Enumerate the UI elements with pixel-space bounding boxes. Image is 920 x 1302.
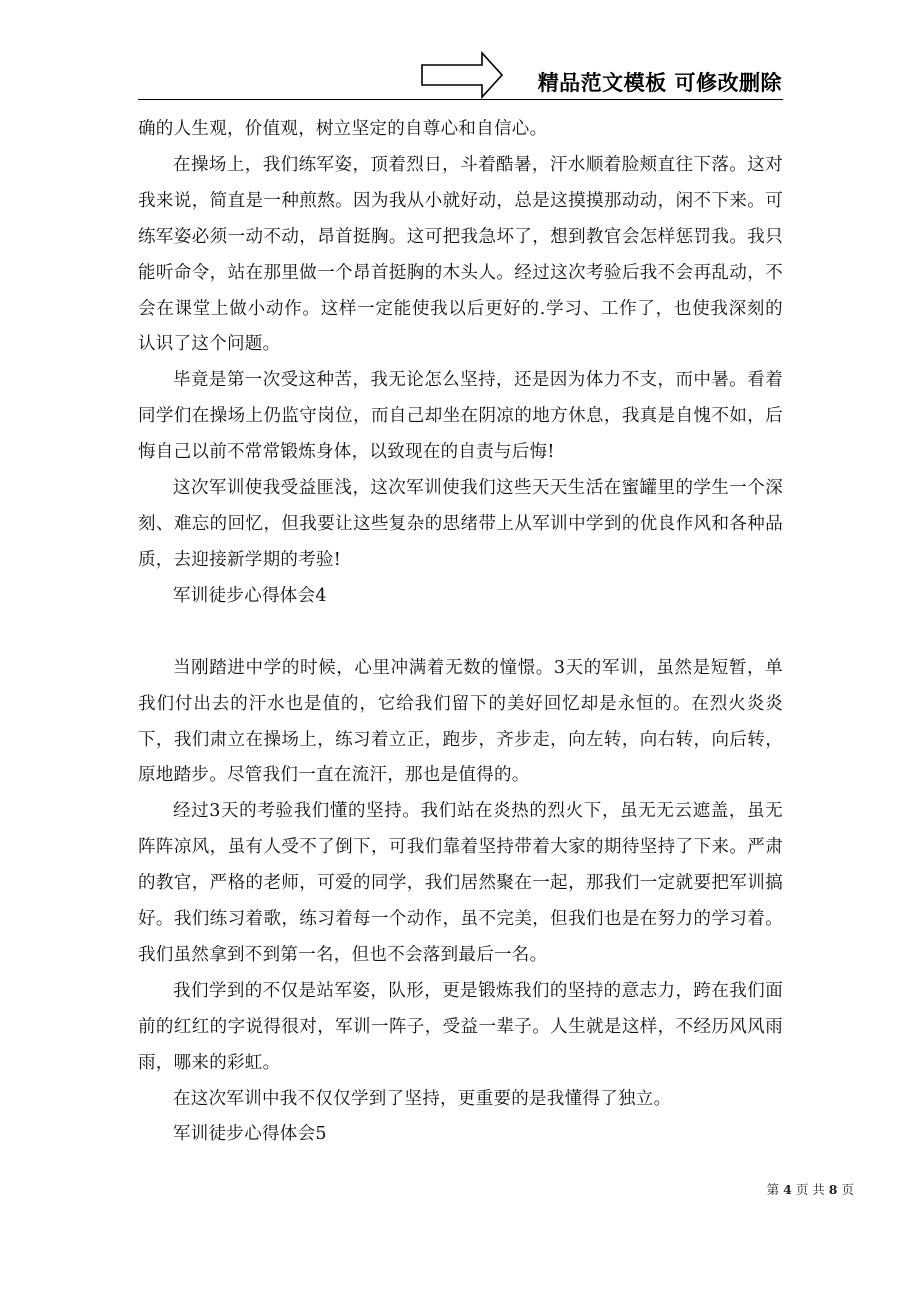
paragraph: 这次军训使我受益匪浅，这次军训使我们这些天天生活在蜜罐里的学生一个深刻、难忘的回忆，但我要让这些复杂的思绪带上从军训中学到的优良作风和各种品质，去迎接新学期的考验! [138, 478, 783, 570]
header-title: 精品范文模板 可修改删除 [537, 71, 782, 95]
paragraph: 毕竟是第一次受这种苦，我无论怎么坚持，还是因为体力不支，而中暑。看着同学们在操场上仍监守岗位，而自己却坐在阴凉的地方休息，我真是自愧不如，后悔自己以前不常常锻炼身体，以致现在的自责与后悔! [138, 370, 783, 463]
blank-line [138, 615, 783, 651]
arrow-right-icon [420, 50, 506, 100]
document-body [138, 112, 783, 1153]
paragraph: 经过3天的考验我们懂的坚持。我们站在炎热的烈火下，虽无无云遮盖，虽无阵阵凉风，虽有人受不了倒下，可我们靠着坚持带着大家的期待坚持了下来。严肃的教官，严格的老师，可爱的同学，我们居然聚在一起，那我们一定就要把军训搞好。我们练习着歌，练习着每一个动作，虽不完美，但我们也是在努力的学习着。我们虽然拿到不到第一名，但也不会落到最后一名。 [138, 801, 783, 965]
paragraph: 在这次军训中我不仅仅学到了坚持，更重要的是我懂得了独立。 [173, 1088, 672, 1109]
page-number [767, 1180, 854, 1198]
section-heading-4: 军训徒步心得体会4 [173, 585, 327, 606]
paragraph: 当刚踏进中学的时候，心里冲满着无数的憧憬。3天的军训，虽然是短暂，单我们付出去的汗水也是值的，它给我们留下的美好回忆却是永恒的。在烈火炎炎下，我们肃立在操场上，练习着立正，跑步，齐步走，向左转，向右转，向后转，原地踏步。尽管我们一直在流汗，那也是值得的。 [138, 657, 783, 786]
paragraph: 确的人生观，价值观，树立坚定的自尊心和自信心。 [138, 119, 548, 139]
paragraph: 我们学到的不仅是站军姿，队形，更是锻炼我们的坚持的意志力，跨在我们面前的红红的字说得很对，军训一阵子，受益一辈子。人生就是这样，不经历风风雨雨，哪来的彩虹。 [138, 980, 783, 1073]
page-prefix: 第 [766, 1182, 780, 1197]
page-suffix: 页 [841, 1182, 854, 1197]
total-pages: 8 [828, 1182, 838, 1197]
page-middle: 页 共 [795, 1182, 825, 1197]
header-divider [138, 99, 783, 100]
section-heading-5: 军训徒步心得体会5 [173, 1124, 327, 1145]
page-header [0, 0, 920, 110]
paragraph: 在操场上，我们练军姿，顶着烈日，斗着酷暑，汗水顺着脸颊直往下落。这对我来说，简直是一种煎熬。因为我从小就好动，总是这摸摸那动动，闲不下来。可练军姿必须一动不动，昂首挺胸。这可把我急坏了，想到教官会怎样惩罚我。我只能听命令，站在那里做一个昂首挺胸的木头人。经过这次考验后我不会再乱动，不会在课堂上做小动作。这样一定能使我以后更好的.学习、工作了，也使我深刻的认识了这个问题。 [138, 154, 783, 355]
current-page: 4 [783, 1182, 792, 1197]
